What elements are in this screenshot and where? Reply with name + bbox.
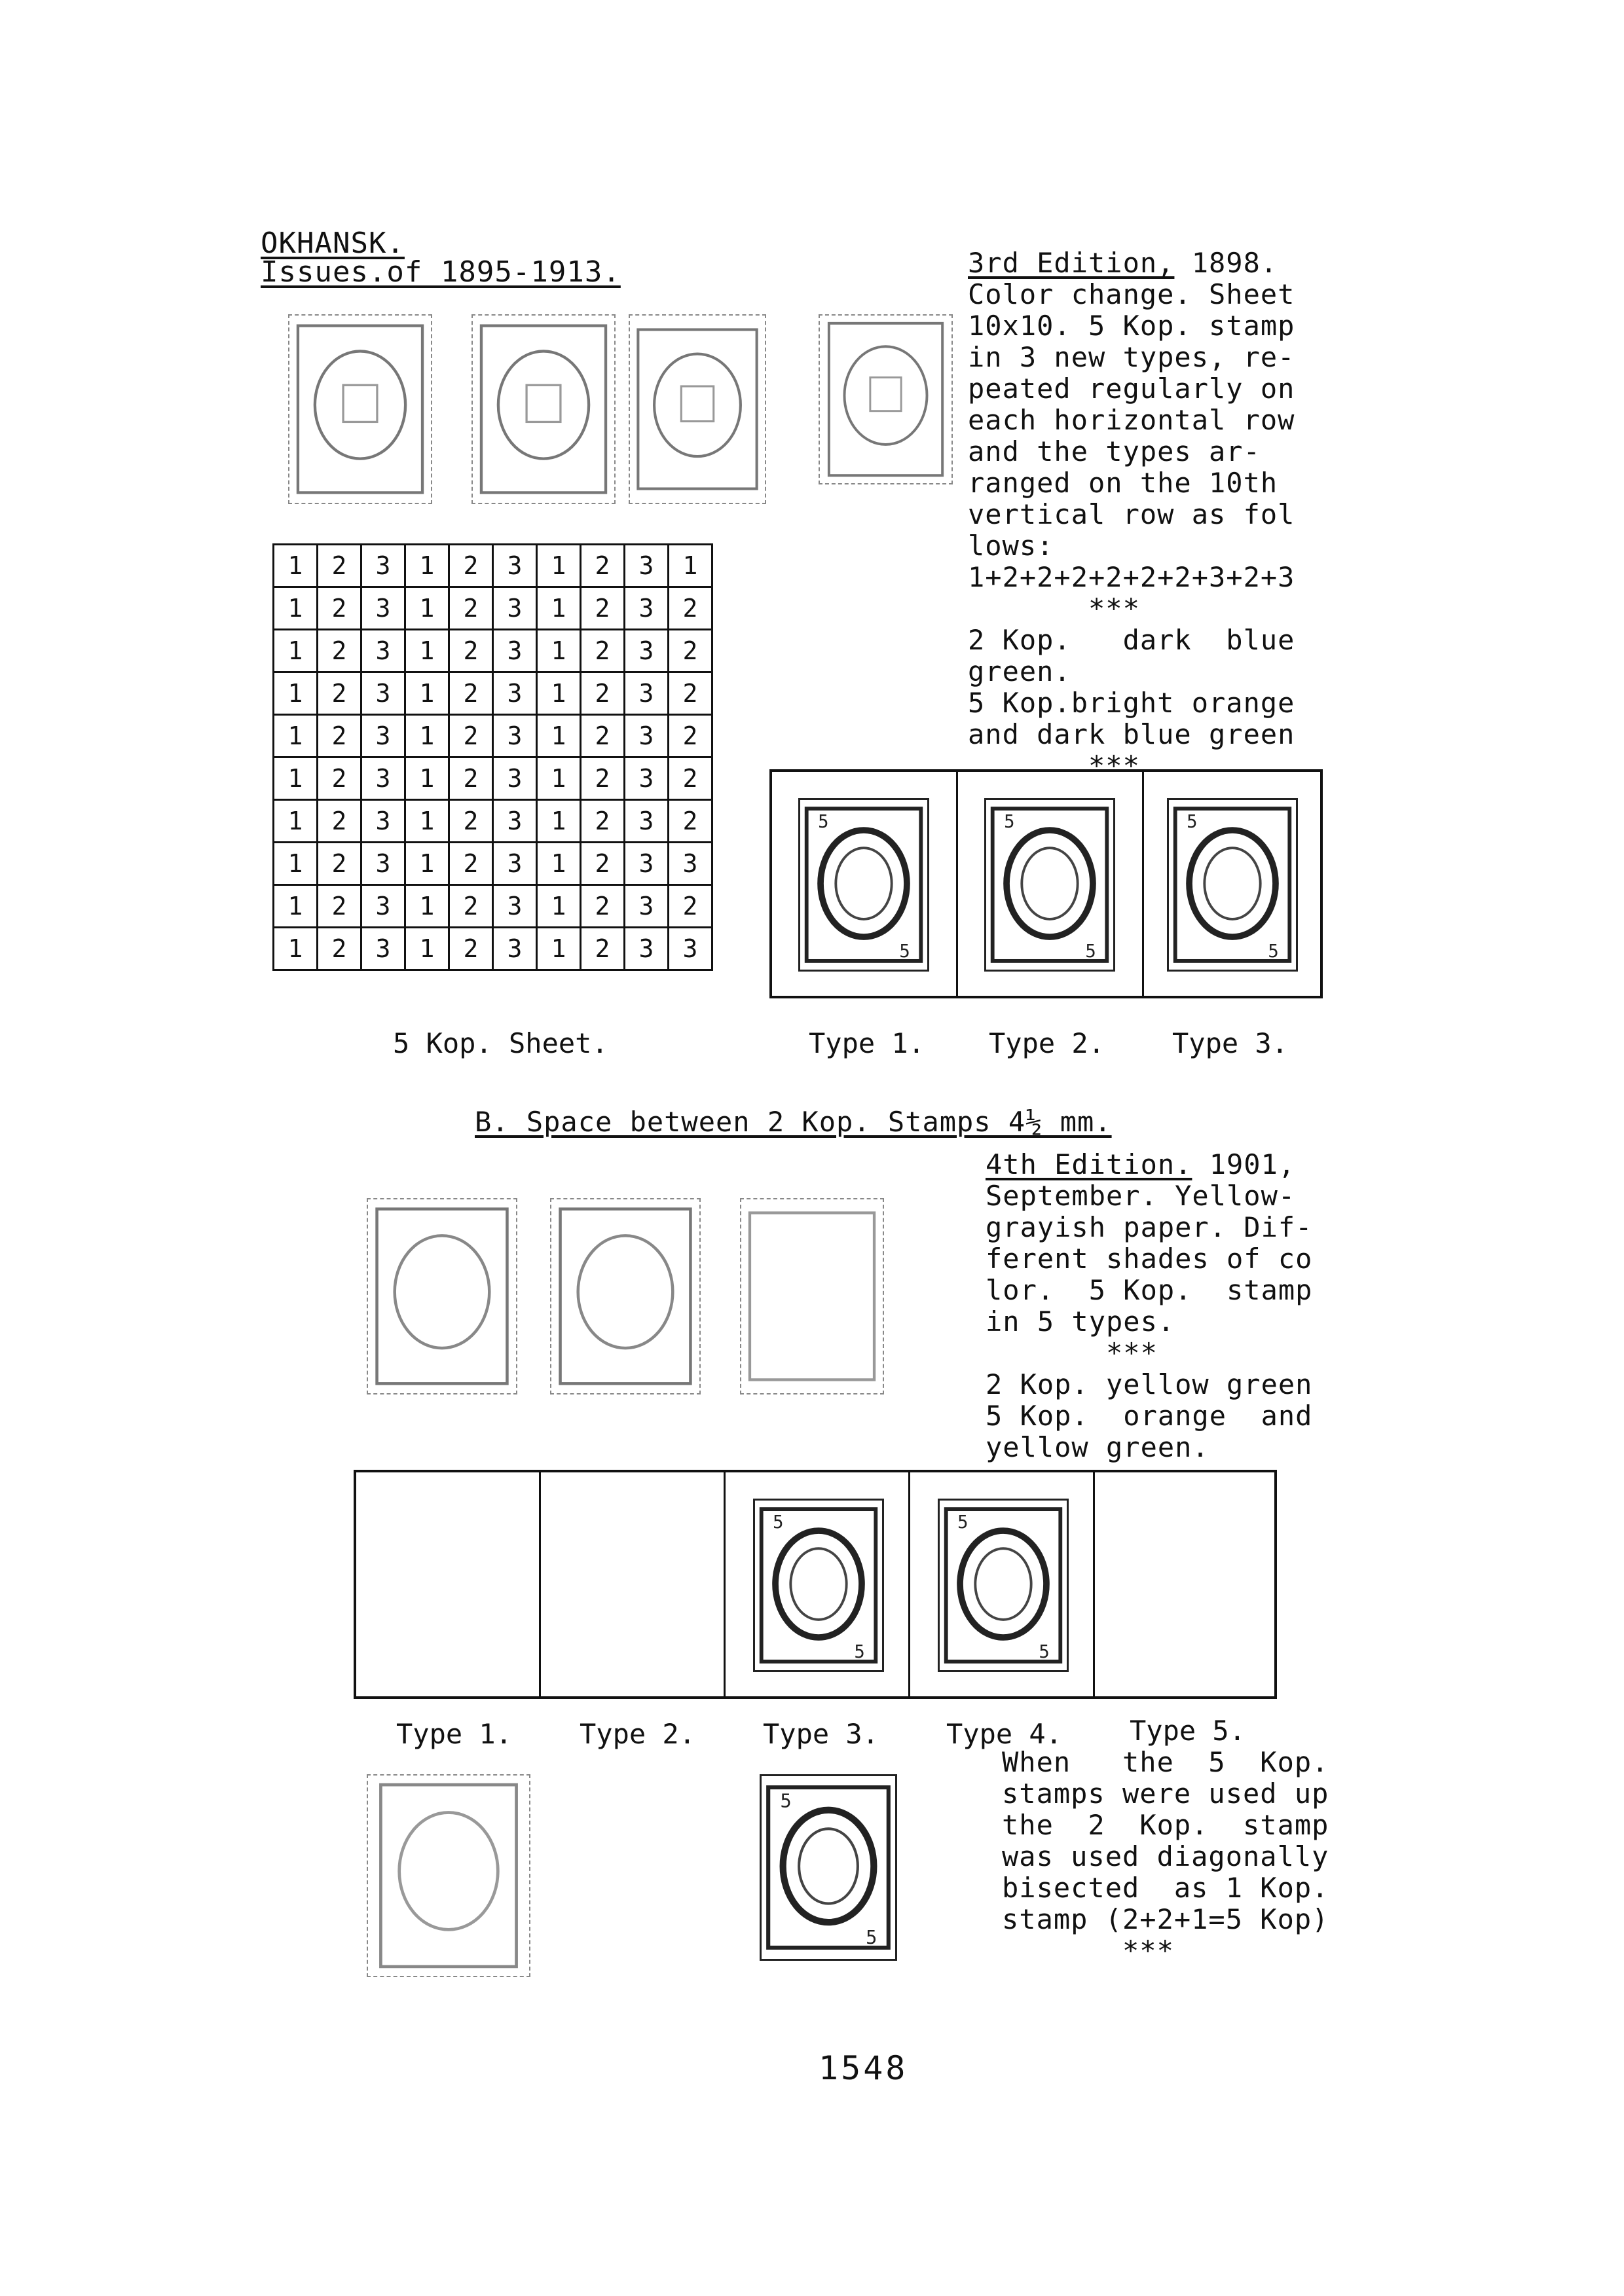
third-edition-line: 2 Kop. dark blue [968,624,1295,656]
stamp-image-5kop [819,314,953,484]
sheet-cell: 3 [669,843,712,885]
fourth-edition-line: ferent shades of co [986,1243,1313,1275]
bisect-note [1002,1747,1329,1967]
sheet-grid [272,543,713,971]
stamp-type-3-4th [753,1499,884,1672]
sheet-cell: 3 [361,800,405,843]
third-edition-line: in 3 new types, re- [968,341,1295,373]
third-edition-line: green. [968,655,1071,687]
sheet-cell: 1 [537,587,581,630]
sheet-cell: 1 [405,928,449,970]
sheet-cell: 1 [405,545,449,587]
sheet-cell: 1 [405,715,449,757]
sheet-caption: 5 Kop. Sheet. [393,1027,608,1059]
types-box-1 [769,769,1323,998]
bisect-note-line: When the 5 Kop. [1002,1746,1329,1778]
sheet-cell: 3 [625,800,669,843]
sheet-cell: 3 [625,843,669,885]
sheet-cell: 3 [361,757,405,800]
sheet-cell: 2 [449,885,493,928]
page-number: 1548 [819,2049,908,2087]
types-box-2 [354,1470,1277,1699]
bisect-note-line: *** [1002,1935,1174,1967]
section-b-heading: B. Space between 2 Kop. Stamps 4½ mm. [475,1106,1112,1138]
sheet-cell: 3 [493,672,537,715]
stamp-image-bisect [367,1774,530,1977]
type-label: Type 2. [989,1027,1105,1059]
third-edition-line: *** [968,750,1140,782]
third-edition-block [968,247,1295,782]
fourth-edition-line: grayish paper. Dif- [986,1211,1313,1243]
sheet-cell: 1 [537,545,581,587]
sheet-cell: 2 [581,800,625,843]
sheet-cell: 2 [581,587,625,630]
third-edition-line: 10x10. 5 Kop. stamp [968,310,1295,342]
sheet-row [274,885,712,928]
sheet-cell: 2 [581,715,625,757]
fourth-edition-block [986,1149,1312,1463]
sheet-cell: 1 [405,885,449,928]
page-title: OKHANSK. [261,227,405,260]
type-label: Type 2. [580,1718,696,1750]
sheet-cell: 3 [625,630,669,672]
sheet-cell: 1 [537,885,581,928]
svg-text:5: 5 [773,1512,784,1533]
bisect-note-line: bisected as 1 Kop. [1002,1872,1329,1904]
third-edition-line: 1898. [1174,247,1278,279]
sheet-cell: 3 [493,928,537,970]
sheet-cell: 1 [405,630,449,672]
sheet-cell: 1 [274,545,318,587]
sheet-cell: 1 [274,885,318,928]
sheet-cell: 2 [318,587,361,630]
sheet-cell: 1 [537,672,581,715]
sheet-cell: 3 [361,545,405,587]
sheet-cell: 2 [318,885,361,928]
sheet-cell: 3 [493,800,537,843]
svg-text:5: 5 [1004,812,1015,833]
stamp-type-1 [798,798,929,972]
type-cell [1144,772,1321,996]
sheet-row [274,587,712,630]
type-label: Type 1. [809,1027,925,1059]
sheet-cell: 2 [581,843,625,885]
sheet-cell: 2 [581,672,625,715]
fourth-edition-line: in 5 types. [986,1305,1175,1338]
sheet-cell: 1 [405,800,449,843]
sheet-cell: 3 [625,672,669,715]
third-edition-line: ranged on the 10th [968,467,1278,499]
type-label: Type 1. [396,1718,513,1750]
sheet-cell: 1 [405,843,449,885]
sheet-cell: 1 [274,800,318,843]
sheet-cell: 2 [581,885,625,928]
third-edition-line: *** [968,592,1140,625]
sheet-cell: 1 [537,928,581,970]
type-cell-empty [356,1472,541,1696]
sheet-cell: 1 [669,545,712,587]
type-cell-empty [541,1472,726,1696]
sheet-cell: 1 [274,715,318,757]
sheet-cell: 3 [493,545,537,587]
sheet-row [274,715,712,757]
sheet-cell: 2 [449,843,493,885]
bisect-note-line: stamp (2+2+1=5 Kop) [1002,1903,1329,1935]
type-label: Type 5. [1130,1715,1246,1747]
sheet-cell: 3 [493,630,537,672]
sheet-cell: 3 [625,757,669,800]
sheet-cell: 1 [537,715,581,757]
sheet-cell: 2 [318,672,361,715]
sheet-cell: 1 [405,587,449,630]
stamp-image-2kop-b2 [550,1198,701,1394]
bisect-note-line: stamps were used up [1002,1777,1329,1810]
sheet-cell: 1 [405,757,449,800]
sheet-cell: 3 [361,715,405,757]
sheet-cell: 2 [318,928,361,970]
fourth-edition-line: 5 Kop. orange and [986,1400,1313,1432]
type-label: Type 3. [763,1718,879,1750]
third-edition-line: Color change. Sheet [968,278,1295,310]
sheet-cell: 2 [449,587,493,630]
sheet-cell: 3 [625,587,669,630]
sheet-cell: 3 [625,928,669,970]
sheet-cell: 2 [318,843,361,885]
sheet-cell: 2 [449,545,493,587]
sheet-cell: 3 [669,928,712,970]
sheet-cell: 1 [274,630,318,672]
fourth-edition-line: *** [986,1337,1158,1369]
sheet-cell: 3 [361,672,405,715]
fourth-edition-line: yellow green. [986,1431,1209,1463]
sheet-cell: 1 [537,630,581,672]
svg-text:5: 5 [854,1642,865,1663]
sheet-cell: 2 [449,928,493,970]
stamp-image-2kop-2 [471,314,616,504]
sheet-cell: 3 [493,843,537,885]
sheet-row [274,545,712,587]
sheet-cell: 1 [274,672,318,715]
sheet-cell: 2 [449,630,493,672]
sheet-cell: 3 [493,885,537,928]
svg-text:5: 5 [818,812,829,833]
sheet-cell: 2 [669,672,712,715]
sheet-cell: 2 [669,715,712,757]
third-edition-line: 5 Kop.bright orange [968,687,1295,719]
type-label: Type 3. [1172,1027,1289,1059]
third-edition-line: 1+2+2+2+2+2+2+3+2+3 [968,561,1295,593]
sheet-cell: 3 [361,630,405,672]
sheet-row [274,800,712,843]
sheet-cell: 2 [318,757,361,800]
stamp-type-4-4th [938,1499,1069,1672]
svg-text:5: 5 [1039,1642,1050,1663]
svg-text:5: 5 [957,1512,969,1533]
third-edition-line: peated regularly on [968,373,1295,405]
sheet-cell: 2 [318,630,361,672]
fourth-edition-line: lor. 5 Kop. stamp [986,1274,1313,1306]
svg-text:5: 5 [1187,812,1198,833]
sheet-row [274,672,712,715]
sheet-cell: 2 [669,630,712,672]
third-edition-line: and dark blue green [968,718,1295,750]
bisect-note-line: was used diagonally [1002,1840,1329,1872]
sheet-cell: 1 [274,843,318,885]
type-cell [910,1472,1095,1696]
fourth-edition-line: 1901, [1192,1148,1296,1180]
fourth-edition-line: September. Yellow- [986,1180,1296,1212]
stamp-image-5kop-bottom [760,1774,897,1961]
sheet-cell: 3 [625,715,669,757]
sheet-row [274,928,712,970]
svg-text:5: 5 [899,941,910,962]
sheet-cell: 3 [493,757,537,800]
sheet-cell: 2 [669,587,712,630]
sheet-cell: 2 [449,757,493,800]
stamp-image-2kop-b1 [367,1198,517,1394]
fourth-edition-line: 2 Kop. yellow green [986,1368,1313,1400]
third-edition-line: vertical row as fol [968,498,1295,530]
type-cell [772,772,958,996]
stamp-type-3 [1167,798,1298,972]
sheet-cell: 2 [669,757,712,800]
sheet-cell: 3 [493,587,537,630]
sheet-cell: 1 [537,800,581,843]
bisect-note-line: the 2 Kop. stamp [1002,1809,1329,1841]
third-edition-line: each horizontal row [968,404,1295,436]
sheet-cell: 1 [274,587,318,630]
sheet-cell: 2 [581,928,625,970]
sheet-cell: 2 [581,545,625,587]
sheet-cell: 1 [274,928,318,970]
sheet-cell: 1 [274,757,318,800]
sheet-cell: 3 [493,715,537,757]
stamp-image-2kop-1 [288,314,432,504]
stamp-image-2kop-b3 [740,1198,884,1394]
sheet-cell: 2 [449,715,493,757]
sheet-cell: 1 [405,672,449,715]
sheet-cell: 3 [361,843,405,885]
sheet-row [274,843,712,885]
sheet-cell: 3 [361,587,405,630]
fourth-edition-heading: 4th Edition. [986,1148,1192,1180]
sheet-cell: 2 [318,800,361,843]
sheet-cell: 3 [361,885,405,928]
sheet-cell: 3 [625,885,669,928]
sheet-cell: 1 [537,843,581,885]
sheet-cell: 2 [669,800,712,843]
type-label: Type 4. [946,1718,1063,1750]
type-cell-empty [1095,1472,1274,1696]
type-cell [958,772,1144,996]
type-cell [726,1472,910,1696]
sheet-row [274,757,712,800]
stamp-type-2 [984,798,1115,972]
svg-text:5: 5 [780,1789,792,1812]
svg-text:5: 5 [866,1925,877,1948]
sheet-cell: 3 [625,545,669,587]
page-subtitle: Issues.of 1895-1913. [261,255,621,289]
sheet-cell: 2 [318,715,361,757]
sheet-cell: 2 [449,800,493,843]
sheet-cell: 2 [581,630,625,672]
stamp-image-2kop-3 [629,314,766,504]
sheet-cell: 2 [318,545,361,587]
svg-text:5: 5 [1268,941,1279,962]
sheet-cell: 3 [361,928,405,970]
svg-text:5: 5 [1085,941,1096,962]
third-edition-line: and the types ar- [968,435,1261,467]
sheet-row [274,630,712,672]
third-edition-line: lows: [968,530,1054,562]
third-edition-heading: 3rd Edition, [968,247,1175,279]
sheet-cell: 2 [449,672,493,715]
sheet-cell: 1 [537,757,581,800]
sheet-cell: 2 [581,757,625,800]
sheet-cell: 2 [669,885,712,928]
